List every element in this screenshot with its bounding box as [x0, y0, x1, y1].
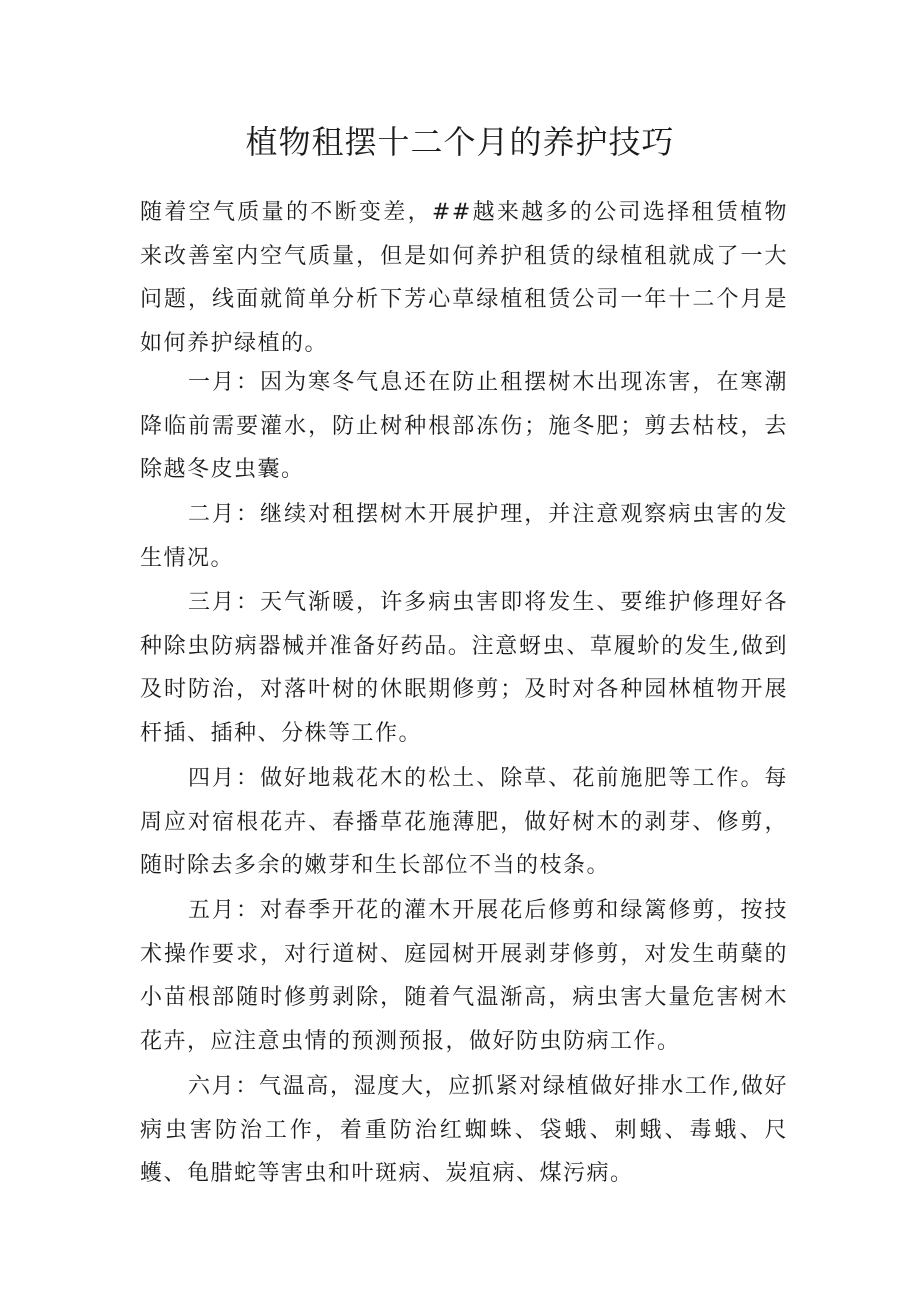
paragraph-may: 五月：对春季开花的灌木开展花后修剪和绿篱修剪，按技术操作要求，对行道树、庭园树开展剥芽修剪，对发生萌蘖的小苗根部随时修剪剥除，随着气温渐高，病虫害大量危害树木花卉，应注意虫情的预测预报，做好防虫防病工作。: [140, 898, 788, 1054]
intro-paragraph: 随着空气质量的不断变差，##越来越多的公司选择租赁植物来改善室内空气质量，但是如何养护租赁的绿植租就成了一大问题，线面就简单分析下芳心草绿植租赁公司一年十二个月是如何养护绿植的。: [140, 200, 788, 356]
paragraph-january: 一月：因为寒冬气息还在防止租摆树木出现冻害，在寒潮降临前需要灌水，防止树种根部冻伤；施冬肥；剪去枯枝，去除越冬皮虫囊。: [140, 370, 788, 482]
paragraph-april: 四月：做好地栽花木的松土、除草、花前施肥等工作。每周应对宿根花卉、春播草花施薄肥，做好树木的剥芽、修剪，随时除去多余的嫩芽和生长部位不当的枝条。: [140, 766, 788, 878]
paragraph-june: 六月：气温高，湿度大，应抓紧对绿植做好排水工作,做好病虫害防治工作，着重防治红蜘蛛、袋蛾、刺蛾、毒蛾、尺蠖、龟腊蛇等害虫和叶斑病、炭疽病、煤污病。: [140, 1074, 788, 1186]
paragraph-february: 二月：继续对租摆树木开展护理，并注意观察病虫害的发生情况。: [140, 502, 788, 571]
paragraph-march: 三月：天气渐暖，许多病虫害即将发生、要维护修理好各种除虫防病器械并准备好药品。注意蚜虫、草履蚧的发生,做到及时防治，对落叶树的休眠期修剪；及时对各种园林植物开展杆插、插种、分株等工作。: [140, 590, 788, 746]
document-title: 植物租摆十二个月的养护技巧: [245, 123, 675, 161]
